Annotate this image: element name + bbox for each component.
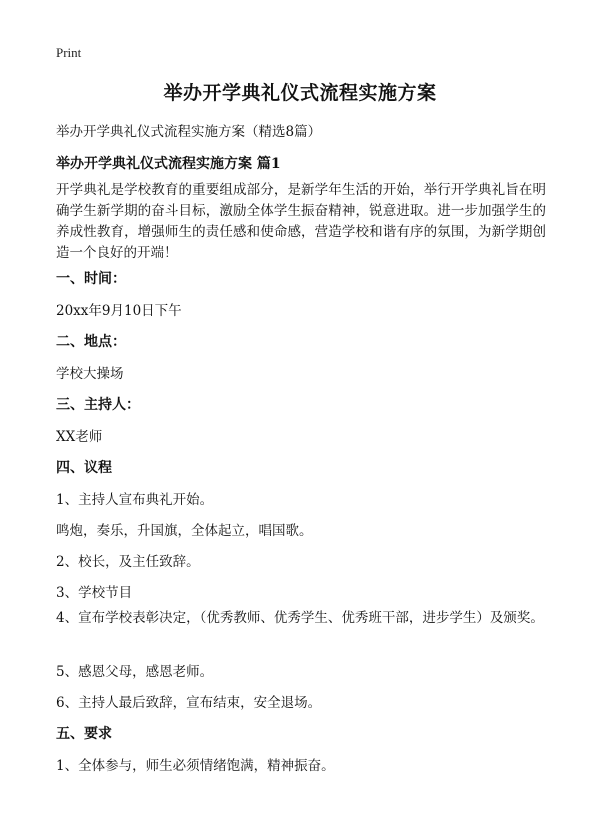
time-heading: 一、时间： xyxy=(56,271,126,287)
time-value: 20xx年9月10日下午 xyxy=(56,303,182,319)
intro-paragraph: 开学典礼是学校教育的重要组成部分，是新学年生活的开始，举行开学典礼旨在明确学生新学期的奋斗目标，激励全体学生振奋精神，锐意进取。进一步加强学生的养成性教育，增强师生的责任感和使命感，营造学校和谐有序的氛围，为新学期创造一个良好的开端！ xyxy=(56,182,546,261)
document-title: 举办开学典礼仪式流程实施方案 xyxy=(163,82,437,104)
agenda-item: 3、学校节目 xyxy=(56,585,133,601)
agenda-heading: 四、议程 xyxy=(56,460,112,476)
host-heading: 三、主持人： xyxy=(56,397,140,413)
host-value: XX老师 xyxy=(56,429,103,445)
agenda-item: 5、感恩父母，感恩老师。 xyxy=(56,664,214,680)
print-link[interactable]: Print xyxy=(56,45,82,60)
place-value: 学校大操场 xyxy=(56,366,124,382)
agenda-item: 2、校长，及主任致辞。 xyxy=(56,554,200,570)
requirements-heading: 五、要求 xyxy=(56,726,112,742)
requirement-item: 1、全体参与，师生必须情绪饱满，精神振奋。 xyxy=(56,758,335,774)
agenda-item: 1、主持人宣布典礼开始。 xyxy=(56,492,214,508)
agenda-item: 4、宣布学校表彰决定，（优秀教师、优秀学生、优秀班干部，进步学生）及颁奖。 xyxy=(56,610,544,626)
agenda-item: 鸣炮，奏乐，升国旗，全体起立，唱国歌。 xyxy=(56,523,313,539)
article-heading: 举办开学典礼仪式流程实施方案 篇1 xyxy=(56,156,281,172)
agenda-item: 6、主持人最后致辞，宣布结束，安全退场。 xyxy=(56,695,322,711)
document-subtitle: 举办开学典礼仪式流程实施方案（精选8篇） xyxy=(56,124,322,140)
place-heading: 二、地点： xyxy=(56,334,126,350)
